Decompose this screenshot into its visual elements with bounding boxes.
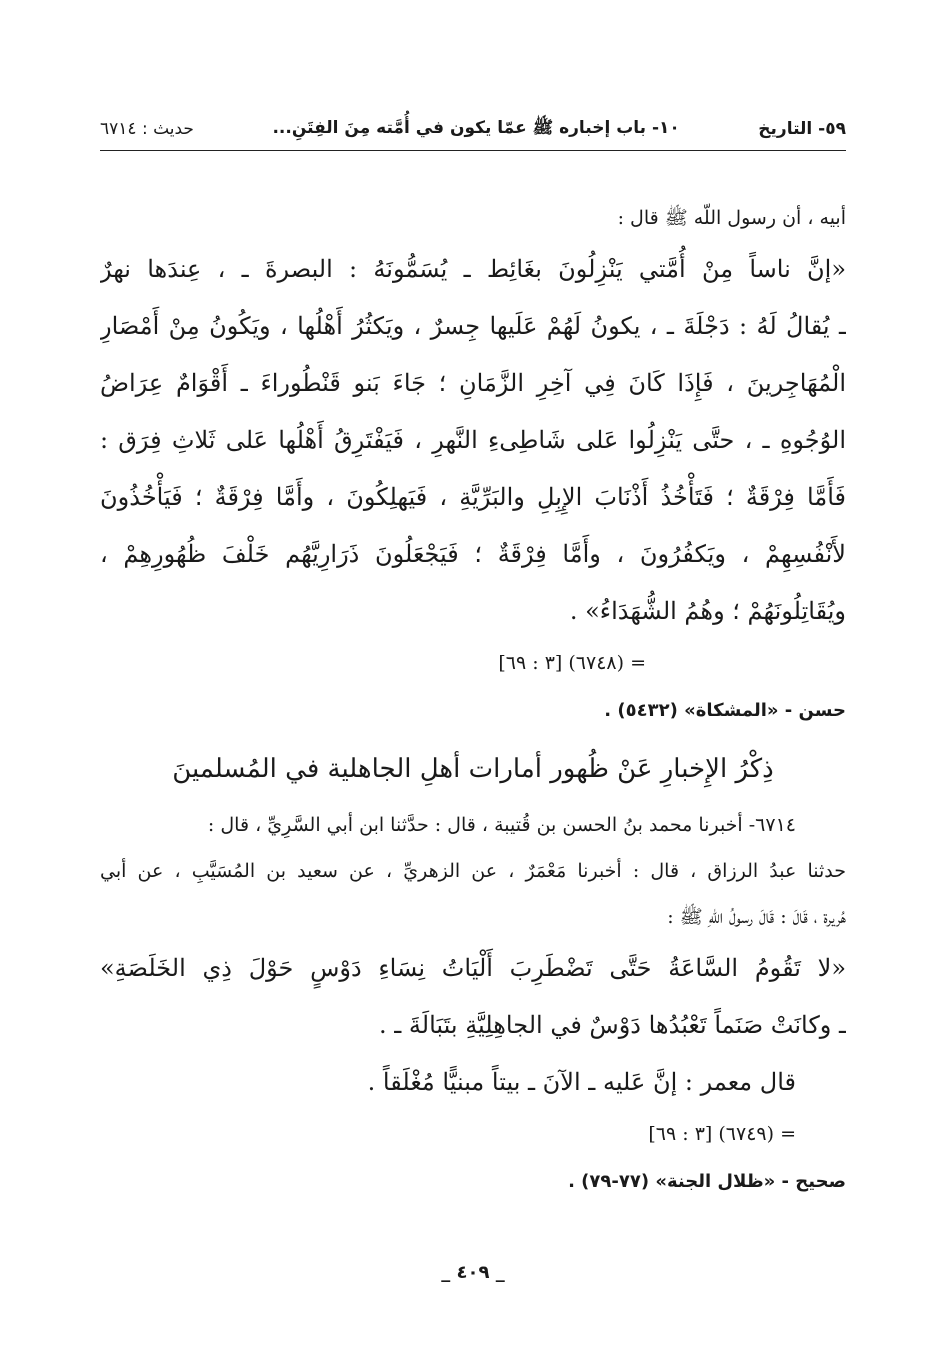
cross-reference: = (٦٧٤٩) [٣ : ٦٩] xyxy=(648,1123,796,1145)
matn-line: ـ وكانَتْ صَنَماً تَعْبُدُها دَوْسٌ في الجاهِلِيَّةِ بتَبَالَةَ ـ . xyxy=(378,1011,846,1039)
text-line: فَأَمَّا فِرْقَةٌ ؛ فَتَأْخُذُ أَذْنَابَ الإِبِلِ والبَرِّيَّةِ ، فَيَهلِكُونَ ، وأَمَّا فِرْقَةٌ ؛ فَيَأْخُذُونَ xyxy=(100,483,846,511)
text-line: ويُقَاتِلُونَهُمْ ؛ وهُمُ الشُّهَدَاءُ» . xyxy=(569,597,846,625)
matn-line: «لا تَقُومُ السَّاعَةُ حَتَّى تَضْطَرِبَ أَلْيَاتُ نِسَاءِ دَوْسٍ حَوْلَ ذِي الخَلَصَةِ» xyxy=(100,954,846,982)
chapter-title: ٥٩- التاريخ xyxy=(758,119,846,139)
header-divider xyxy=(100,150,846,151)
running-header xyxy=(100,112,846,146)
cross-reference: = (٦٧٤٨) [٣ : ٦٩] xyxy=(498,652,646,674)
hadith-grade: حسن - «المشكاة» (٥٤٣٢) . xyxy=(604,700,846,721)
text-line: لأَنْفُسِهِمْ ، ويَكفُرُونَ ، وأَمَّا فِرْقَةٌ ؛ فَيَجْعَلُونَ ذَرَارِيَّهُم خَلْفَ ظُهُورِهِمْ ، xyxy=(100,540,846,568)
section-heading: ذِكْرُ الإِخبارِ عَنْ ظُهور أمارات أهلِ الجاهلية في المُسلمينَ xyxy=(172,754,774,784)
text-line: ـ يُقالُ لَهُ : دَجْلَةَ ـ ، يكونُ لَهُمْ عَلَيها جِسرٌ ، ويَكثُرُ أَهْلُها ، ويَكُونُ مِنْ أَمْصَارِ xyxy=(100,312,846,340)
isnad-line: حدثنا عبدُ الرزاق ، قال : أخبرنا مَعْمَرٌ ، عن الزهريِّ ، عن سعيد بن المُسَيَّبِ ، عن أبي xyxy=(100,860,846,882)
page-number: _ ٤٠٩ _ xyxy=(441,1262,505,1283)
section-title: ١٠- باب إخباره ﷺ عمّا يكون في أُمَّته مِنَ الفِتَنِ... xyxy=(272,117,680,138)
isnad-line: هُريرة ، قَالَ : قَالَ رسولُ اللّهِ ﷺ : xyxy=(667,906,846,928)
text-line: أبيه ، أن رسول اللّه ﷺ قال : xyxy=(617,207,846,229)
narrator-note: قال معمر : إنَّ عَليه ـ الآنَ ـ بيتاً مبنيًّا مُغْلَقاً . xyxy=(367,1068,796,1096)
hadith-grade: صحيح - «ظلال الجنة» (٧٧-٧٩) . xyxy=(568,1171,846,1192)
text-line: «إنَّ ناساً مِنْ أُمَّتي يَنْزِلُونَ بغَائِط ـ يُسَمُّونَهُ : البصرةَ ـ ، عِندَها نهرٌ xyxy=(100,255,846,283)
text-line: الوُجُوهِ ـ ، حتَّى يَنْزِلُوا عَلى شَاطِىءِ النَّهرِ ، فَيَفْتَرِقُ أَهْلُها عَلى ثَلاثِ فِرَق : xyxy=(100,426,846,454)
isnad-line: ٦٧١٤- أخبرنا محمد بنُ الحسن بن قُتيبة ، قال : حدَّثنا ابن أبي السَّرِيِّ ، قال : xyxy=(207,814,796,836)
page-body xyxy=(100,195,846,1207)
text-line: الْمُهَاجِرينَ ، فَإِذَا كَانَ فِي آخِرِ الزَّمَانِ ؛ جَاءَ بَنو قَنْطُوراءَ ـ أَقْوَامٌ عِرَاضُ xyxy=(100,369,846,397)
hadith-number: حديث : ٦٧١٤ xyxy=(100,119,194,139)
